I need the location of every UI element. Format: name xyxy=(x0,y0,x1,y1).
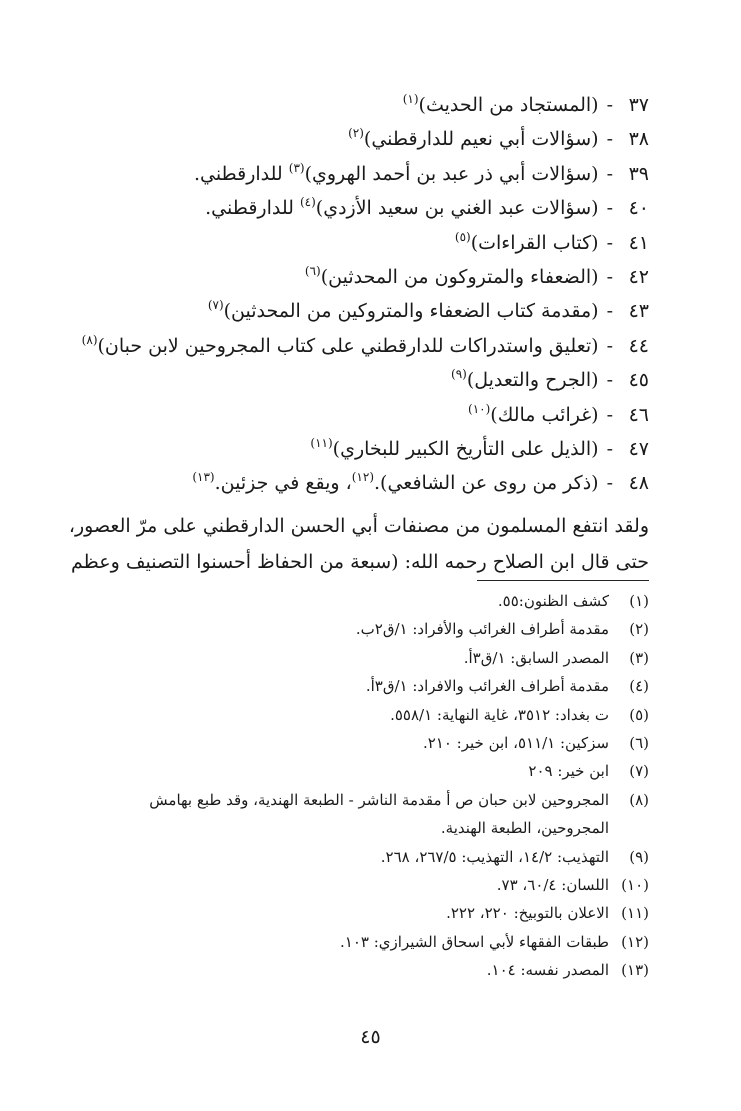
footnote-text: ابن خير: ٢٠٩ xyxy=(528,762,609,781)
item-title: (سؤالات أبي ذر عبد بن أحمد الهروي) xyxy=(304,162,599,185)
footnote-text: الاعلان بالتوبيخ: ٢٢٠، ٢٢٢. xyxy=(446,904,609,923)
item-number: ٤١ xyxy=(628,231,649,254)
footnote-ref: (١٠) xyxy=(468,401,491,416)
item-title: (سؤالات أبي نعيم للدارقطني) xyxy=(363,128,599,151)
footnote-text: طبقات الفقهاء لأبي اسحاق الشيرازي: ١٠٣. xyxy=(340,932,609,951)
item-title: (المستجاد من الحديث) xyxy=(418,94,599,116)
footnote-ref: (٤) xyxy=(299,195,316,210)
footnote xyxy=(89,587,649,615)
list-item: ٤١-(كتاب القراءات)$^{(٥)}$ xyxy=(69,226,649,260)
list-item: ٣٨-(سؤالات أبي نعيم للدارقطني)$^{(٢)}$ xyxy=(69,122,649,156)
footnote xyxy=(89,786,649,843)
footnote-ref: (٥) xyxy=(454,229,471,244)
footnote-text: التهذيب: ١٤/٢، التهذيب: ٢٦٧/٥، ٢٦٨. xyxy=(380,847,609,866)
footnote-ref: (١١) xyxy=(310,435,333,450)
footnote-number: (٩) xyxy=(629,847,649,866)
list-item: ٤٨-(ذكر من روى عن الشافعي).$^{(١٢)}$، ويقع في جزئين.$^{(١٣)}$ xyxy=(69,466,649,500)
item-number: ٤٥ xyxy=(628,369,649,392)
footnote-text: ت بغداد: ٣٥١٢، غاية النهاية: ٥٥٨/١. xyxy=(390,705,609,724)
footnote-text: اللسان: ٦٠/٤، ٧٣. xyxy=(496,876,609,895)
footnote xyxy=(89,729,649,757)
list-item: ٤٧-(الذيل على التأريخ الكبير للبخاري)$^{(١١)}$ xyxy=(69,432,649,466)
item-number: ٣٩ xyxy=(628,162,649,185)
item-title: (تعليق واستدراكات للدارقطني على كتاب المجروحين لابن حبان) xyxy=(97,334,599,357)
footnote-text: سزكين: ٥١١/١، ابن خير: ٢١٠. xyxy=(422,734,609,753)
footnote-number: (١٠) xyxy=(621,876,649,895)
footnote-ref: (٨) xyxy=(81,332,98,347)
item-tail: للدارقطني. xyxy=(193,162,289,185)
item-title: (الضعفاء والمتروكون من المحدثين) xyxy=(320,265,599,288)
footnote-number: (٦) xyxy=(629,734,649,753)
list-item: ٤٥-(الجرح والتعديل)$^{(٩)}$ xyxy=(69,363,649,397)
item-title: (كتاب القراءات) xyxy=(470,231,599,254)
item-number: ٤٢ xyxy=(628,265,649,288)
footnote xyxy=(89,701,649,729)
list-item: ٤٤-(تعليق واستدراكات للدارقطني على كتاب المجروحين لابن حبان)$^{(٨)}$ xyxy=(69,329,649,363)
list-item: ٣٧-(المستجاد من الحديث)$^{(١)}$ xyxy=(69,88,649,122)
item-tail: ، ويقع في جزئين. xyxy=(214,472,352,495)
footnote xyxy=(89,928,649,956)
list-item: ٤٠-(سؤالات عبد الغني بن سعيد الأزدي)$^{(٤)}$ للدارقطني. xyxy=(69,191,649,225)
item-number: ٣٨ xyxy=(628,128,649,151)
footnote-number: (٥) xyxy=(629,705,649,724)
item-title: (غرائب مالك) xyxy=(490,403,599,426)
item-number: ٤٦ xyxy=(628,403,649,426)
list-item: ٣٩-(سؤالات أبي ذر عبد بن أحمد الهروي)$^{(٣)}$ للدارقطني. xyxy=(69,157,649,191)
item-number: ٤٣ xyxy=(628,300,649,323)
footnote-separator xyxy=(477,580,649,581)
item-number: ٣٧ xyxy=(628,94,649,116)
list-item: ٤٣-(مقدمة كتاب الضعفاء والمتروكين من المحدثين)$^{(٧)}$ xyxy=(69,294,649,328)
footnote xyxy=(89,843,649,871)
footnote-number: (٤) xyxy=(629,677,649,696)
footnote-ref: (٢) xyxy=(348,126,364,141)
footnote-number: (٧) xyxy=(629,762,649,781)
footnote-number: (١٣) xyxy=(621,961,649,980)
footnote xyxy=(89,644,649,672)
footnote-ref: (١) xyxy=(402,92,419,106)
footnote-ref: (١٢) xyxy=(351,470,374,485)
footnote-text: المصدر السابق: ١/ق٣أ. xyxy=(463,648,609,667)
footnote xyxy=(89,672,649,700)
footnote xyxy=(89,956,649,984)
footnote-ref: (٦) xyxy=(304,263,321,278)
paragraph-line: حتى قال ابن الصلاح رحمه الله: (سبعة من الحفاظ أحسنوا التصنيف وعظم xyxy=(71,551,649,573)
item-title: (مقدمة كتاب الضعفاء والمتروكين من المحدثين) xyxy=(223,300,599,323)
footnote-continuation: المجروحين، الطبعة الهندية. xyxy=(440,819,609,838)
footnote-text: كشف الظنون:٥٥. xyxy=(497,592,609,610)
footnote-ref: (٩) xyxy=(451,367,467,382)
list-item: ٤٢-(الضعفاء والمتروكون من المحدثين)$^{(٦)}$ xyxy=(69,260,649,294)
item-title: (سؤالات عبد الغني بن سعيد الأزدي) xyxy=(315,197,599,220)
item-number: ٤٤ xyxy=(628,334,649,357)
footnote xyxy=(89,871,649,899)
paragraph-line: ولقد انتفع المسلمون من مصنفات أبي الحسن الدارقطني على مرّ العصور، xyxy=(68,515,649,537)
footnote-number: (١) xyxy=(629,592,649,610)
footnote-ref: (٣) xyxy=(288,160,305,175)
item-tail: للدارقطني. xyxy=(205,197,300,220)
footnote-ref: (٧) xyxy=(207,298,224,313)
footnote xyxy=(89,757,649,785)
footnote-text: مقدمة أطراف الغرائب والأفراد: ١/ق٢ب. xyxy=(355,620,609,639)
footnote xyxy=(89,615,649,643)
item-number: ٤٧ xyxy=(628,437,649,460)
footnote-text: مقدمة أطراف الغرائب والافراد: ١/ق٣أ. xyxy=(365,677,609,696)
footnote-number: (٣) xyxy=(629,648,649,667)
body-paragraph xyxy=(68,508,649,580)
list-item: ٤٦-(غرائب مالك)$^{(١٠)}$ xyxy=(69,398,649,432)
item-title: (ذكر من روى عن الشافعي). xyxy=(374,472,599,495)
footnote-ref: (١٣) xyxy=(192,470,215,485)
item-number: ٤٠ xyxy=(628,197,649,220)
item-number: ٤٨ xyxy=(628,472,649,495)
footnotes xyxy=(89,587,649,985)
footnote-number: (٨) xyxy=(629,790,649,809)
footnote-number: (١٢) xyxy=(621,932,649,951)
footnote-number: (٢) xyxy=(629,620,649,639)
footnote xyxy=(89,899,649,927)
item-title: (الجرح والتعديل) xyxy=(466,369,599,392)
works-list xyxy=(69,88,649,501)
footnote-text: المجروحين لابن حبان ص أ مقدمة الناشر - الطبعة الهندية، وقد طبع بهامش xyxy=(149,790,609,809)
footnote-text: المصدر نفسه: ١٠٤. xyxy=(486,961,609,980)
page-number: ٤٥ xyxy=(360,1026,381,1048)
footnote-number: (١١) xyxy=(621,904,649,923)
item-title: (الذيل على التأريخ الكبير للبخاري) xyxy=(332,437,599,460)
